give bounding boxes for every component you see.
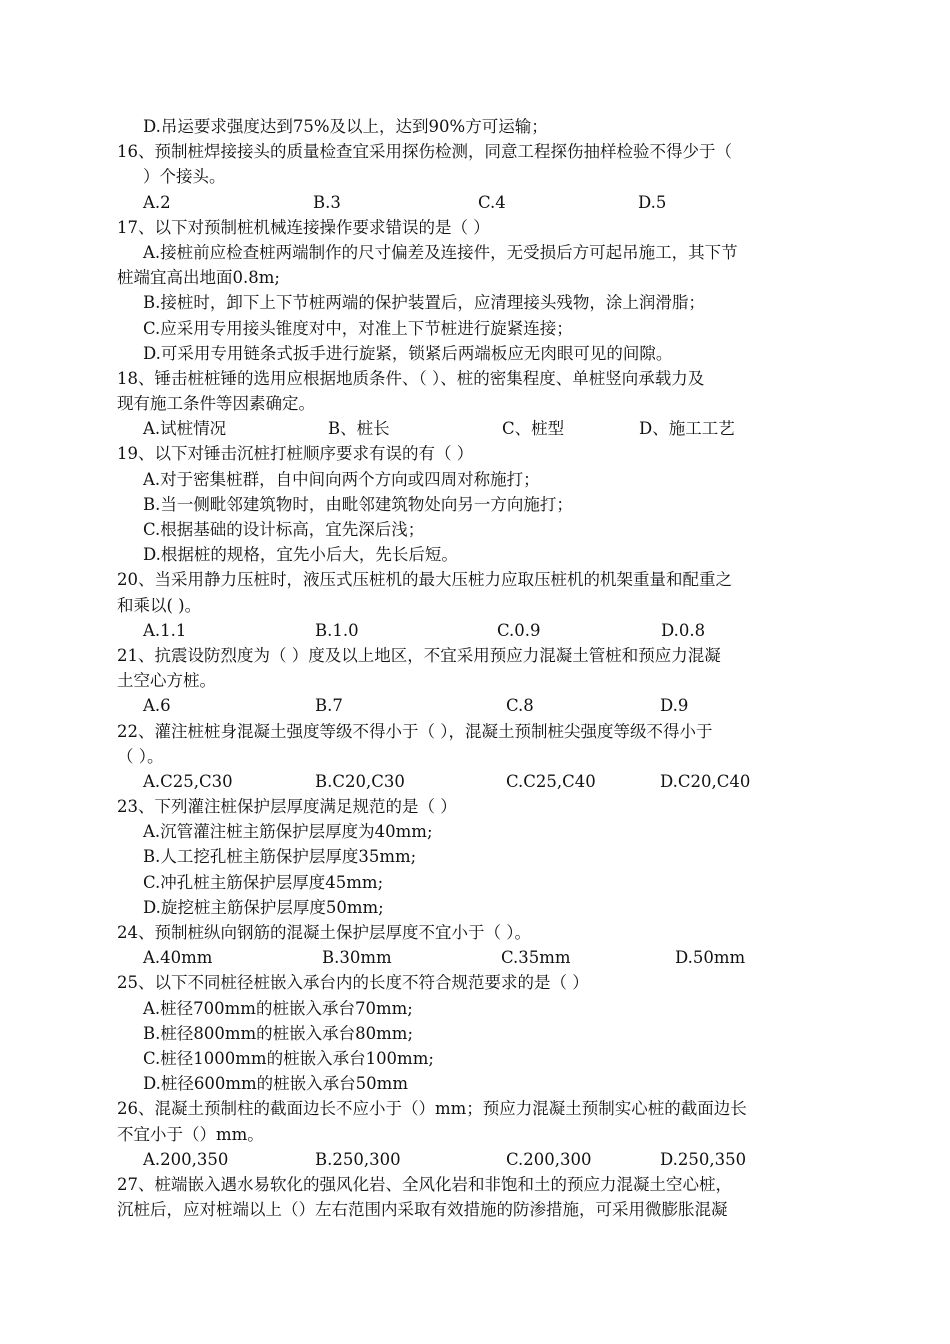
- answer-option: D.5: [638, 192, 667, 212]
- answer-option: C.0.9: [497, 620, 541, 640]
- answer-option: B.30mm: [322, 948, 392, 968]
- text-line-indented: C.根据基础的设计标高，宜先深后浅；: [143, 520, 425, 539]
- question-line: 26、混凝土预制柱的截面边长不应小于（）mm；预应力混凝土预制实心桩的截面边长: [117, 1099, 747, 1119]
- question-line: 27、桩端嵌入遇水易软化的强风化岩、全风化岩和非饱和土的预应力混凝土空心桩，: [117, 1174, 732, 1194]
- answer-option: C.C25,C40: [506, 771, 596, 791]
- answer-option: C.35mm: [501, 948, 571, 968]
- answer-option: B、桩长: [328, 419, 390, 439]
- question-line: 不宜小于（）mm。: [117, 1124, 264, 1144]
- question-line: 和乘以( )。: [117, 595, 202, 615]
- question-line: 24、预制桩纵向钢筋的混凝土保护层厚度不宜小于（ ）。: [117, 923, 531, 942]
- question-line: 23、下列灌注桩保护层厚度满足规范的是（ ）: [117, 797, 457, 817]
- answer-option: A.200,350: [143, 1149, 229, 1169]
- answer-option: B.250,300: [315, 1149, 401, 1169]
- answer-option: C、桩型: [502, 419, 565, 439]
- text-line-indented: D.可采用专用链条式扳手进行旋紧，锁紧后两端板应无肉眼可见的间隙。: [143, 343, 673, 363]
- text-line-indented: A.接桩前应检查桩两端制作的尺寸偏差及连接件，无受损后方可起吊施工，其下节: [143, 242, 738, 262]
- question-line: 沉桩后，应对桩端以上（）左右范围内采取有效措施的防渗措施，可采用微膨胀混凝: [117, 1200, 728, 1220]
- answer-option: A.1.1: [143, 620, 187, 640]
- question-line: （ ）。: [117, 746, 164, 766]
- answer-option: A.C25,C30: [143, 771, 233, 791]
- answer-options: [117, 945, 850, 970]
- question-line: 19、以下对锤击沉桩打桩顺序要求有误的有（ ）: [117, 444, 474, 464]
- question-line: 16、预制桩焊接接头的质量检查宜采用探伤检测，同意工程探伤抽样检验不得少于（: [117, 142, 732, 162]
- answer-options: [117, 1147, 850, 1172]
- answer-option: C.4: [478, 192, 506, 212]
- text-line-indented: D.桩径600mm的桩嵌入承台50mm: [143, 1074, 408, 1094]
- question-line: 18、锤击桩桩锤的选用应根据地质条件、（ ）、桩的密集程度、单桩竖向承载力及: [117, 368, 705, 388]
- answer-option: D.C20,C40: [660, 771, 751, 791]
- text-line-indented: C.桩径1000mm的桩嵌入承台100mm;: [143, 1048, 434, 1068]
- text-line-indented: B.人工挖孔桩主筋保护层厚度35mm;: [143, 847, 417, 867]
- answer-option: B.1.0: [315, 620, 359, 640]
- text-line-indented: C.应采用专用接头锥度对中，对准上下节桩进行旋紧连接；: [143, 318, 573, 338]
- text-line-indented: A.沉管灌注桩主筋保护层厚度为40mm;: [143, 822, 433, 842]
- answer-option: B.3: [313, 192, 341, 212]
- answer-options: [117, 693, 850, 718]
- text-line-indented: A.对于密集桩群，自中间向两个方向或四周对称施打；: [143, 469, 540, 489]
- answer-options: [117, 416, 850, 441]
- text-line-indented: C.冲孔桩主筋保护层厚度45mm;: [143, 872, 384, 892]
- text-line-indented: D.根据桩的规格，宜先小后大，先长后短。: [143, 545, 458, 565]
- text-line-indented: B.当一侧毗邻建筑物时，由毗邻建筑物处向另一方向施打；: [143, 494, 573, 514]
- answer-option: D.0.8: [661, 620, 706, 640]
- answer-option: D.50mm: [675, 948, 746, 968]
- question-line: 桩端宜高出地面0.8m;: [117, 268, 280, 288]
- question-line: 25、以下不同桩径桩嵌入承台内的长度不符合规范要求的是（ ）: [117, 973, 589, 993]
- answer-option: C.8: [506, 696, 534, 716]
- answer-option: A.2: [143, 192, 171, 212]
- answer-option: A.试桩情况: [143, 419, 227, 439]
- answer-option: C.200,300: [506, 1149, 592, 1169]
- answer-options: [117, 769, 850, 794]
- question-line: 现有施工条件等因素确定。: [117, 394, 315, 414]
- answer-option: D.9: [660, 696, 689, 716]
- answer-option: B.C20,C30: [315, 771, 405, 791]
- answer-option: A.6: [143, 696, 171, 716]
- answer-options: [117, 618, 850, 643]
- text-line-indented: ）个接头。: [143, 167, 226, 187]
- text-line-indented: A.桩径700mm的桩嵌入承台70mm;: [143, 998, 413, 1018]
- answer-options: [117, 190, 850, 215]
- text-line-indented: B.桩径800mm的桩嵌入承台80mm;: [143, 1023, 414, 1043]
- question-line: 22、灌注桩桩身混凝土强度等级不得小于（ ），混凝土预制桩尖强度等级不得小于: [117, 721, 713, 741]
- answer-option: D、施工工艺: [639, 419, 735, 439]
- answer-option: D.250,350: [660, 1149, 747, 1169]
- answer-option: A.40mm: [143, 948, 213, 968]
- text-line-indented: D.吊运要求强度达到75%及以上，达到90%方可运输；: [143, 117, 548, 136]
- text-line-indented: B.接桩时，卸下上下节桩两端的保护装置后，应清理接头残物，涂上润滑脂；: [143, 293, 705, 313]
- answer-option: B.7: [315, 696, 343, 716]
- text-line-indented: D.旋挖桩主筋保护层厚度50mm;: [143, 897, 384, 917]
- question-line: 土空心方桩。: [117, 671, 216, 691]
- question-line: 21、抗震设防烈度为（ ）度及以上地区，不宜采用预应力混凝土管桩和预应力混凝: [117, 645, 721, 665]
- question-line: 20、当采用静力压桩时，液压式压桩机的最大压桩力应取压桩机的机架重量和配重之: [117, 570, 732, 590]
- question-line: 17、以下对预制桩机械连接操作要求错误的是（ ）: [117, 217, 490, 237]
